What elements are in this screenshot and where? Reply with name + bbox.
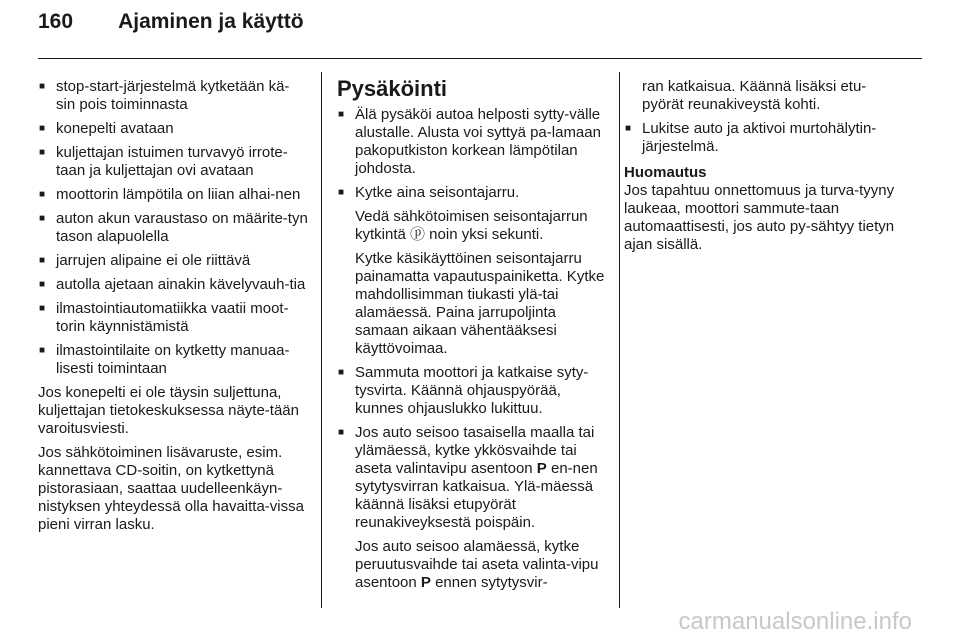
list-item: ■ konepelti avataan xyxy=(38,120,308,138)
column-1 xyxy=(38,78,308,540)
list-item: ■ ilmastointilaite on kytketty manuaa-lisesti toimintaan xyxy=(38,342,308,378)
sub-paragraph: Kytke käsikäyttöinen seisontajarru painamatta vapautuspainiketta. Kytke mahdollisimman tiukasti ylä-tai alamäessä. Paina jarrupoljinta samaan aikaan vähentääksesi käyttövoimaa. xyxy=(355,250,605,357)
sub-paragraph xyxy=(337,538,605,592)
paragraph-voltage-drop: Jos sähkötoiminen lisävaruste, esim. kannettava CD-soitin, on kytkettynä pistorasiaan, saattaa uudelleenkäyn-nistyksen yhteydessä olla havaitta-vissa pieni virran lasku. xyxy=(38,444,304,533)
list-item xyxy=(337,424,605,532)
note-title: Huomautus xyxy=(624,164,707,181)
list-item-text: Kytke aina seisontajarru. xyxy=(355,184,520,201)
list-item: ■ jarrujen alipaine ei ole riittävä xyxy=(38,252,308,270)
list-item-text: Jos auto seisoo tasaisella maalla tai ylämäessä, kytke ykkösvaihde tai aseta valintavipu asentoon xyxy=(355,424,595,477)
parking-list xyxy=(337,106,605,202)
continued-text: ran katkaisua. Käännä lisäksi etu-pyörät reunakiveystä kohti. xyxy=(642,78,867,113)
column-divider-2 xyxy=(619,72,620,608)
list-item: ■ autolla ajetaan ainakin kävelyvauh-tia xyxy=(38,276,308,294)
list-item xyxy=(337,184,605,202)
paragraph-hood-warning: Jos konepelti ei ole täysin suljettuna, kuljettajan tietokeskuksessa näyte-tään varoitusviesti. xyxy=(38,384,299,437)
section-heading: Pysäköinti xyxy=(337,76,448,101)
sub-paragraph: Vedä sähkötoimisen seisontajarrun kytkintä ⓟ noin yksi sekunti. xyxy=(355,208,588,243)
list-item: ■ moottorin lämpötila on liian alhai-nen xyxy=(38,186,308,204)
list-item: ■ Älä pysäköi autoa helposti sytty-välle alustalle. Alusta voi syttyä pa-lamaan pakoputkiston korkean lämpötilan johdosta. xyxy=(337,106,605,178)
sub-text: Jos auto seisoo alamäessä, kytke peruutusvaihde tai aseta valinta-vipu asentoon xyxy=(355,538,599,591)
list-item: ■ ilmastointiautomatiikka vaatii moot-torin käynnistämistä xyxy=(38,300,308,336)
condition-list xyxy=(38,78,308,378)
page-header xyxy=(38,10,304,34)
watermark: carmanualsonline.info xyxy=(678,608,912,635)
column-2 xyxy=(337,76,605,598)
column-divider-1 xyxy=(321,72,322,608)
sub-text: ennen sytytysvir- xyxy=(430,574,548,591)
gear-position-p: P xyxy=(420,574,431,591)
parking-list-cont xyxy=(337,364,605,532)
list-item: ■ Sammuta moottori ja katkaise syty-tysvirta. Käännä ohjauspyörää, kunnes ohjauslukko lukittuu. xyxy=(337,364,605,418)
gear-position-p: P xyxy=(536,460,547,477)
list-item: ■ auton akun varaustaso on määrite-tyn tason alapuolella xyxy=(38,210,308,246)
column-3 xyxy=(624,78,906,260)
list-item: ■ kuljettajan istuimen turvavyö irrote-taan ja kuljettajan ovi avataan xyxy=(38,144,308,180)
list-item-text: en-nen sytytysvirran katkaisua. Ylä-mäessä käännä lisäksi etupyörät reunakiveyksestä poispäin. xyxy=(355,460,598,531)
page-number: 160 xyxy=(38,10,74,33)
page-title: Ajaminen ja käyttö xyxy=(118,10,304,33)
list-item: ■ Lukitse auto ja aktivoi murtohälytin-järjestelmä. xyxy=(624,120,906,156)
note-text: Jos tapahtuu onnettomuus ja turva-tyyny laukeaa, moottori sammute-taan automaattisesti, jos auto py-sähtyy tietyn ajan sisällä. xyxy=(624,182,895,253)
header-rule xyxy=(38,58,922,59)
list-item: ■ stop-start-järjestelmä kytketään kä-sin pois toiminnasta xyxy=(38,78,308,114)
parking-list-end xyxy=(624,120,906,156)
